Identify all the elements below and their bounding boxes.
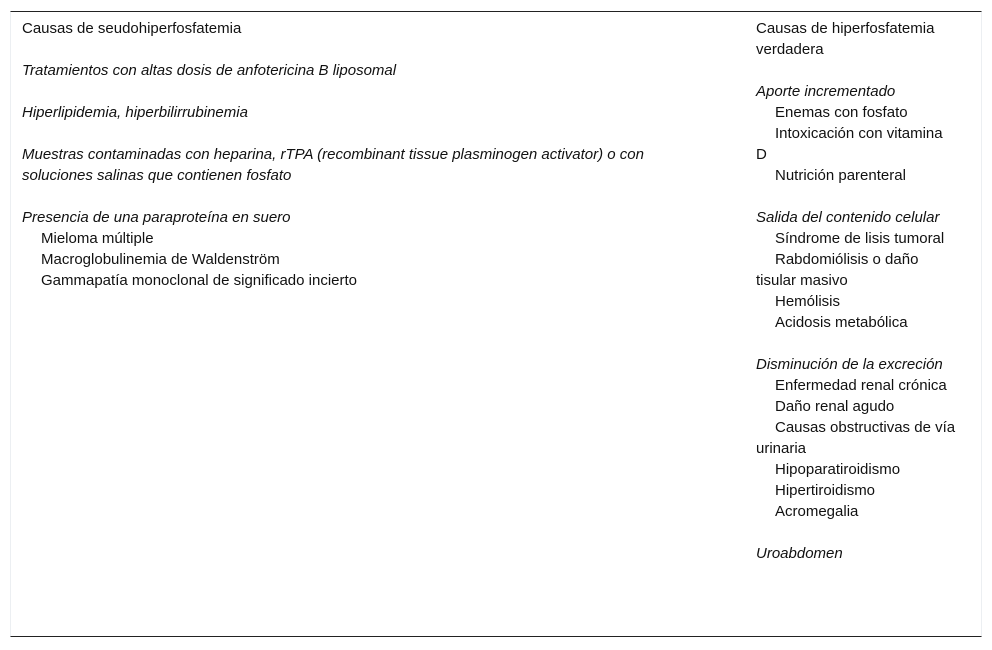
right-group-item: Enemas con fosfato bbox=[775, 104, 908, 121]
right-group-title: Uroabdomen bbox=[756, 545, 843, 562]
right-group-item: Causas obstructivas de vía urinaria bbox=[756, 419, 956, 457]
right-group-item: Enfermedad renal crónica bbox=[775, 377, 947, 394]
right-group-item: Hipertiroidismo bbox=[775, 482, 876, 499]
right-group-item: Intoxicación con vitamina D bbox=[756, 125, 943, 163]
left-group-title: Muestras contaminadas con heparina, rTPA (recombinant tissue plasminogen activator) o con soluciones salinas que contienen fosfato bbox=[22, 146, 644, 184]
right-group-title: Salida del contenido celular bbox=[756, 209, 940, 226]
left-group bbox=[22, 144, 712, 186]
right-group bbox=[756, 81, 956, 186]
right-group-item: Hemólisis bbox=[775, 293, 841, 310]
left-column-header: Causas de seudohiperfosfatemia bbox=[22, 20, 242, 37]
left-group-item: Gammapatía monoclonal de significado incierto bbox=[41, 272, 358, 289]
left-group-title: Presencia de una paraproteína en suero bbox=[22, 209, 291, 226]
right-column-header: Causas de hiperfosfatemia verdadera bbox=[756, 20, 935, 58]
left-group bbox=[22, 207, 712, 291]
left-group bbox=[22, 102, 712, 123]
pseudo-hyperphosphatemia-column bbox=[22, 18, 712, 291]
right-group-item: Acidosis metabólica bbox=[775, 314, 908, 331]
left-group-title: Hiperlipidemia, hiperbilirrubinemia bbox=[22, 104, 248, 121]
right-group-item: Rabdomiólisis o daño tisular masivo bbox=[756, 251, 919, 289]
left-group-title: Tratamientos con altas dosis de anfotericina B liposomal bbox=[22, 62, 397, 79]
right-group-title: Aporte incrementado bbox=[756, 83, 896, 100]
right-group-item: Nutrición parenteral bbox=[775, 167, 906, 184]
right-group bbox=[756, 207, 956, 333]
right-group-item: Daño renal agudo bbox=[775, 398, 895, 415]
right-group-item: Hipoparatiroidismo bbox=[775, 461, 901, 478]
left-group-item: Macroglobulinemia de Waldenström bbox=[41, 251, 280, 268]
causes-table bbox=[10, 11, 982, 637]
left-group-item: Mieloma múltiple bbox=[41, 230, 154, 247]
right-group-item: Síndrome de lisis tumoral bbox=[775, 230, 945, 247]
right-group bbox=[756, 354, 956, 522]
true-hyperphosphatemia-column bbox=[756, 18, 956, 564]
right-group-item: Acromegalia bbox=[775, 503, 859, 520]
right-group-title: Disminución de la excreción bbox=[756, 356, 943, 373]
right-group bbox=[756, 543, 956, 564]
left-group bbox=[22, 60, 712, 81]
